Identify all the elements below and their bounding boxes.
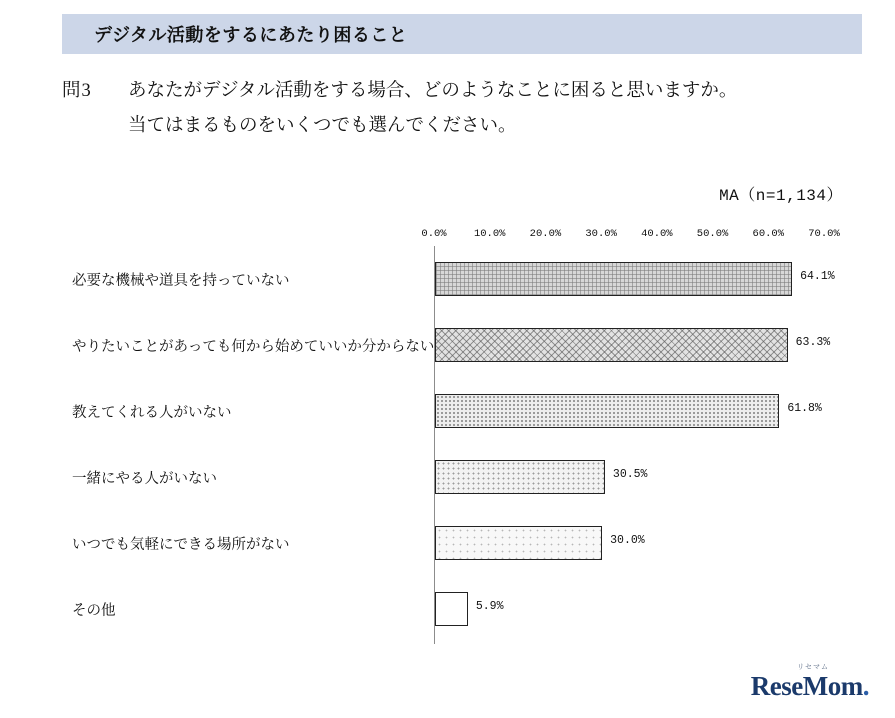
logo-accent: . xyxy=(862,671,869,701)
bar-value-label: 30.5% xyxy=(612,468,648,481)
question-number: 問3 xyxy=(62,81,92,101)
x-axis-tick: 50.0% xyxy=(696,228,729,240)
sample-size-note: MA（n=1,134） xyxy=(719,187,843,205)
chart-row xyxy=(62,312,862,378)
chart-row xyxy=(62,378,862,444)
bar xyxy=(435,328,788,362)
logo-text xyxy=(751,673,869,700)
resemom-logo xyxy=(751,662,869,700)
category-label: いつでも気軽にできる場所がない xyxy=(72,536,290,553)
x-axis-tick: 30.0% xyxy=(585,228,617,240)
banner-title: デジタル活動をするにあたり困ること xyxy=(94,25,408,45)
bar-chart xyxy=(62,228,862,648)
bar-value-label: 30.0% xyxy=(610,534,645,547)
bar-value-label: 61.8% xyxy=(787,402,822,415)
x-axis-tick: 20.0% xyxy=(529,228,562,240)
logo-subtext: リセマム xyxy=(797,664,829,671)
chart-row xyxy=(62,576,862,642)
category-label: 教えてくれる人がいない xyxy=(72,404,232,421)
bar xyxy=(435,394,779,428)
bar-value-label: 64.1% xyxy=(800,270,835,283)
category-label: 一緒にやる人がいない xyxy=(72,470,217,487)
category-label: 必要な機械や道具を持っていない xyxy=(72,272,290,289)
chart-row xyxy=(62,444,862,510)
bar xyxy=(435,526,602,560)
chart-row xyxy=(62,246,862,312)
x-axis-tick: 0.0% xyxy=(421,228,447,240)
bar xyxy=(435,592,468,626)
category-label: その他 xyxy=(72,602,116,619)
x-axis-tick: 70.0% xyxy=(808,228,840,240)
x-axis-tick: 10.0% xyxy=(473,228,506,240)
logo-main-text: ReseMom xyxy=(750,671,863,701)
section-banner xyxy=(62,14,862,54)
x-axis-tick: 40.0% xyxy=(641,228,673,240)
question-text-line1: あなたがデジタル活動をする場合、どのようなことに困ると思いますか。 xyxy=(128,81,738,101)
bar-value-label: 63.3% xyxy=(795,336,831,349)
bar-value-label: 5.9% xyxy=(475,600,504,613)
x-axis-tick-labels xyxy=(62,228,862,244)
question-text-line2: 当てはまるものをいくつでも選んでください。 xyxy=(128,116,517,137)
bar xyxy=(435,262,792,296)
category-label: やりたいことがあっても何から始めていいか分からない xyxy=(72,338,435,355)
question-block xyxy=(62,74,862,144)
plot-area xyxy=(62,246,862,644)
bar xyxy=(435,460,605,494)
chart-row xyxy=(62,510,862,576)
x-axis-tick: 60.0% xyxy=(752,228,785,240)
